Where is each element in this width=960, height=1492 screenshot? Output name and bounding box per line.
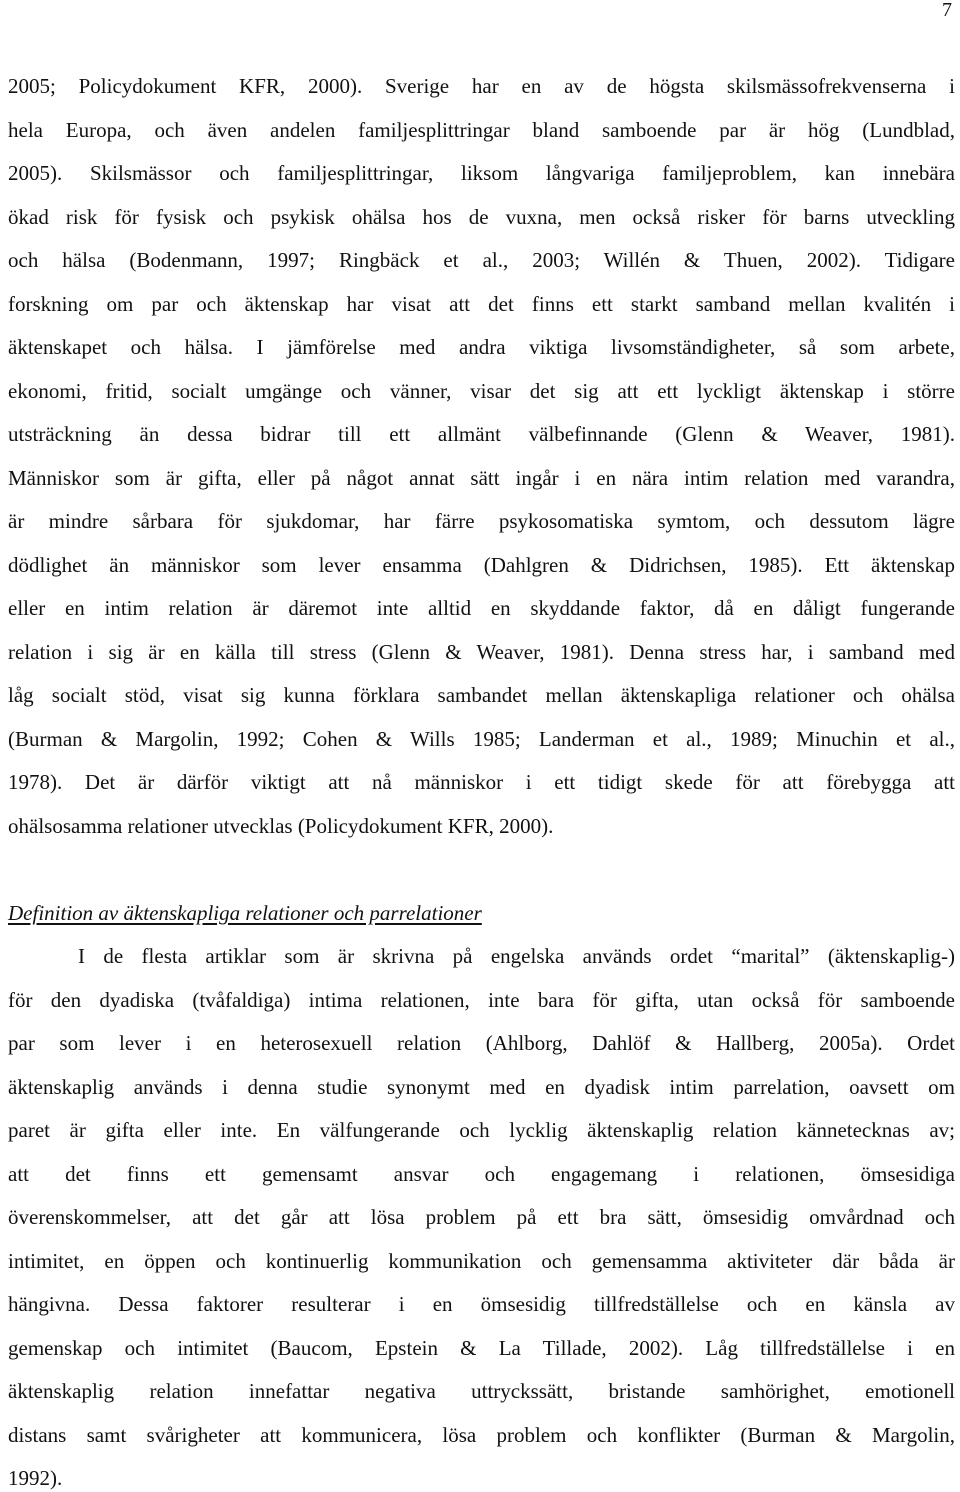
text-line: ohälsosamma relationer utvecklas (Policydokument KFR, 2000).	[8, 814, 554, 838]
text-line: par som lever i en heterosexuell relation (Ahlborg, Dahlöf & Hallberg, 2005a). Ordet	[8, 1031, 955, 1055]
text-line: gemenskap och intimitet (Baucom, Epstein & La Tillade, 2002). Låg tillfredställelse i en	[8, 1336, 955, 1360]
page-number: 7	[942, 0, 952, 21]
text-line: distans samt svårigheter att kommunicera, lösa problem och konflikter (Burman & Margolin,	[8, 1423, 955, 1447]
text-line: 1992).	[8, 1466, 63, 1490]
text-line: intimitet, en öppen och kontinuerlig kommunikation och gemensamma aktiviteter där båda är	[8, 1249, 955, 1273]
text-line: äktenskaplig används i denna studie synonymt med en dyadisk intim parrelation, oavsett om	[8, 1075, 955, 1099]
text-line: och hälsa (Bodenmann, 1997; Ringbäck et al., 2003; Willén & Thuen, 2002). Tidigare	[8, 248, 955, 272]
text-line: låg socialt stöd, visat sig kunna förklara sambandet mellan äktenskapliga relationer och ohälsa	[8, 683, 955, 707]
text-line: eller en intim relation är däremot inte alltid en skyddande faktor, då en dåligt fungerande	[8, 596, 955, 620]
text-line: 2005; Policydokument KFR, 2000). Sverige har en av de högsta skilsmässofrekvenserna i	[8, 74, 955, 98]
text-line: Människor som är gifta, eller på något annat sätt ingår i en nära intim relation med varandra,	[8, 466, 955, 490]
text-line: 2005). Skilsmässor och familjesplittringar, liksom långvariga familjeproblem, kan innebära	[8, 161, 955, 185]
text-line: är mindre sårbara för sjukdomar, har färre psykosomatiska symtom, och dessutom lägre	[8, 509, 955, 533]
text-line: hängivna. Dessa faktorer resulterar i en ömsesidig tillfredställelse och en känsla av	[8, 1292, 955, 1316]
text-line: utsträckning än dessa bidrar till ett allmänt välbefinnande (Glenn & Weaver, 1981).	[8, 422, 955, 446]
text-line: dödlighet än människor som lever ensamma (Dahlgren & Didrichsen, 1985). Ett äktenskap	[8, 553, 955, 577]
text-line: I de flesta artiklar som är skrivna på engelska används ordet “marital” (äktenskaplig-)	[78, 944, 955, 968]
text-line: ökad risk för fysisk och psykisk ohälsa hos de vuxna, men också risker för barns utveckling	[8, 205, 955, 229]
section-heading: Definition av äktenskapliga relationer och parrelationer	[8, 901, 482, 925]
text-line: paret är gifta eller inte. En välfungerande och lycklig äktenskaplig relation kännetecknas av;	[8, 1118, 955, 1142]
text-line: (Burman & Margolin, 1992; Cohen & Wills 1985; Landerman et al., 1989; Minuchin et al.,	[8, 727, 955, 751]
text-line: 1978). Det är därför viktigt att nå människor i ett tidigt skede för att förebygga att	[8, 770, 955, 794]
text-line: ekonomi, fritid, socialt umgänge och vänner, visar det sig att ett lyckligt äktenskap i större	[8, 379, 955, 403]
text-line: att det finns ett gemensamt ansvar och engagemang i relationen, ömsesidiga	[8, 1162, 955, 1186]
text-line: överenskommelser, att det går att lösa problem på ett bra sätt, ömsesidig omvårdnad och	[8, 1205, 955, 1229]
text-line: hela Europa, och även andelen familjesplittringar bland samboende par är hög (Lundblad,	[8, 118, 955, 142]
text-line: relation i sig är en källa till stress (Glenn & Weaver, 1981). Denna stress har, i samband med	[8, 640, 955, 664]
text-line: för den dyadiska (tvåfaldiga) intima relationen, inte bara för gifta, utan också för samboende	[8, 988, 955, 1012]
text-line: forskning om par och äktenskap har visat att det finns ett starkt samband mellan kvalitén i	[8, 292, 955, 316]
text-line: äktenskaplig relation innefattar negativa uttryckssätt, bristande samhörighet, emotionell	[8, 1379, 955, 1403]
text-line: äktenskapet och hälsa. I jämförelse med andra viktiga livsomständigheter, så som arbete,	[8, 335, 955, 359]
